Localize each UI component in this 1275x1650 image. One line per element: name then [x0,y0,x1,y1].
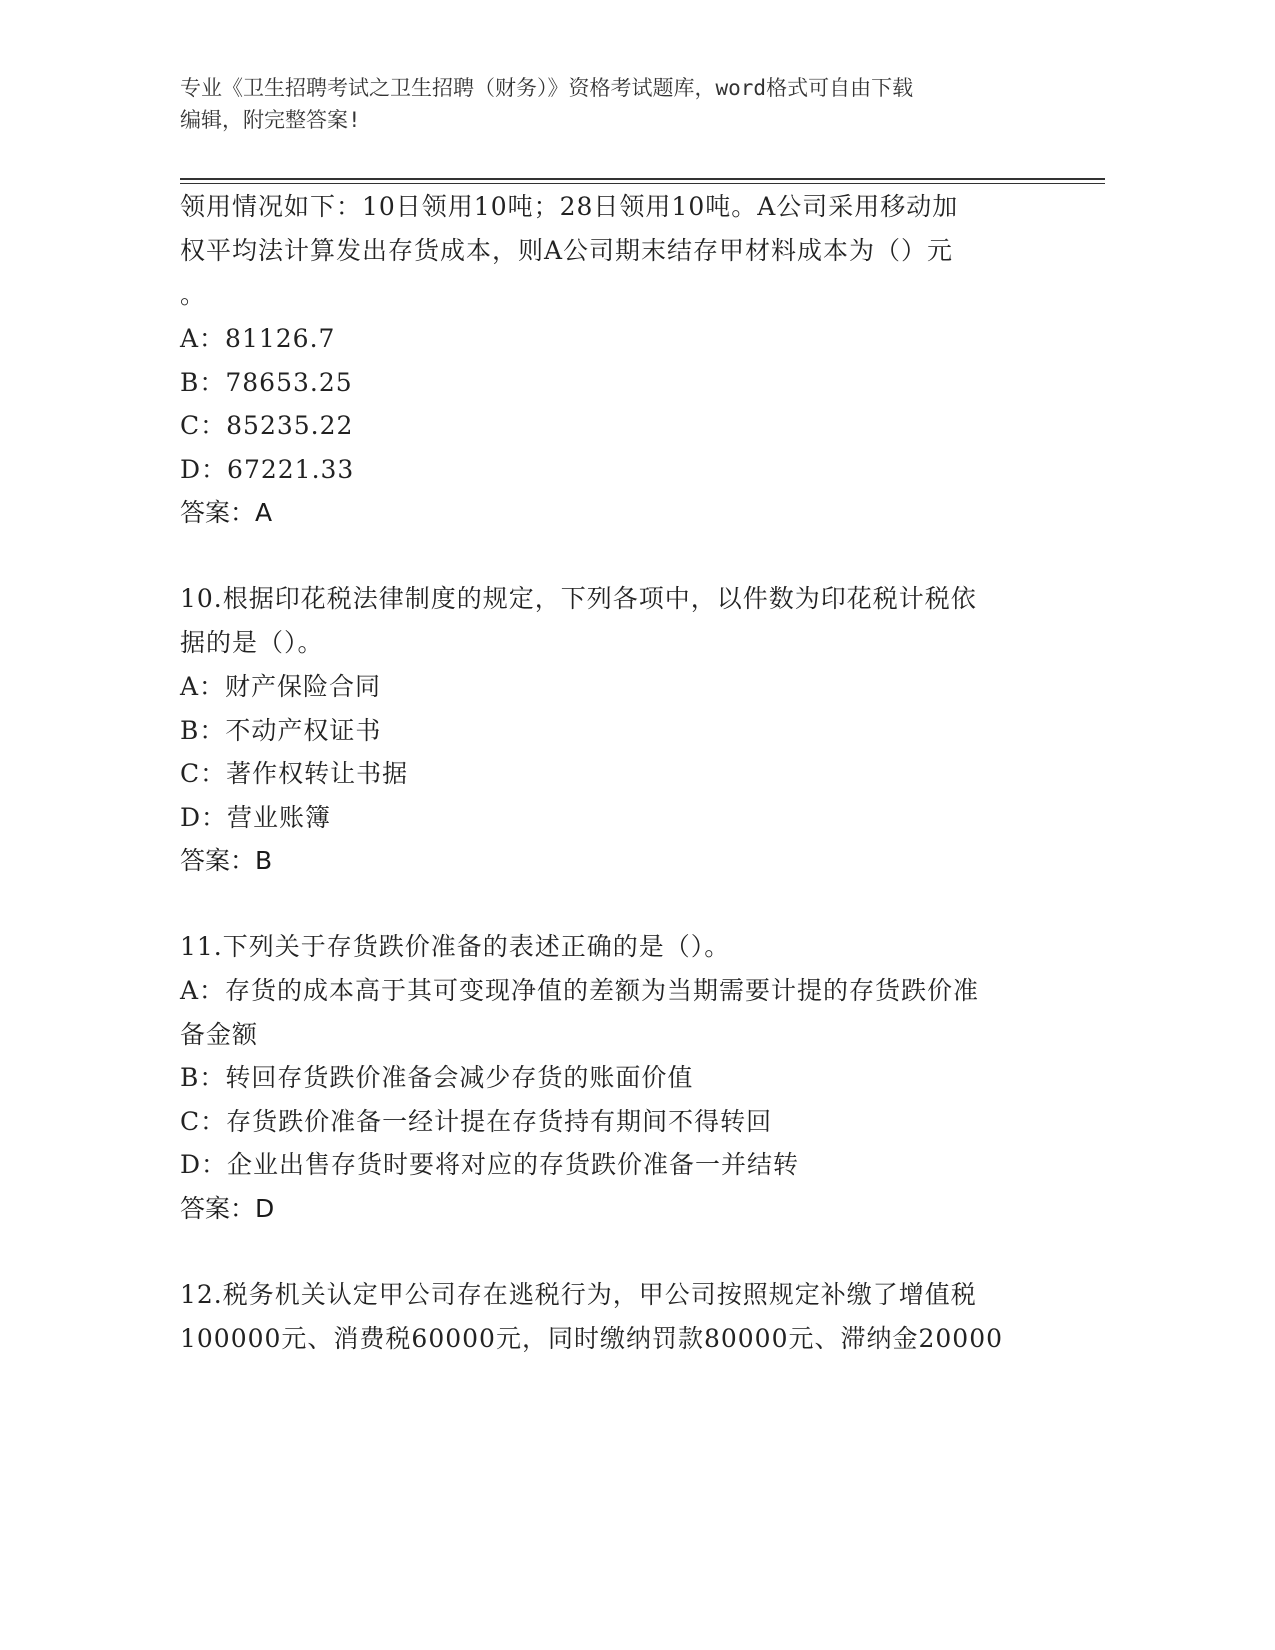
question-10 [180,577,1050,883]
question-spacer [180,883,1050,925]
question-9-option-d: D：67221.33 [180,454,355,484]
question-9-stem-line2: 权平均法计算发出存货成本，则A公司期末结存甲材料成本为（）元 [180,236,954,265]
question-12 [180,1273,1050,1361]
question-9-option-a: A：81126.7 [180,324,336,353]
question-9-answer: 答案：A [180,498,273,527]
question-9-stem-line3: 。 [180,280,207,309]
question-10-option-b: B：不动产权证书 [180,715,382,745]
question-10-option-a: A：财产保险合同 [180,672,382,701]
question-spacer [180,1231,1050,1273]
document-header [180,72,1060,136]
question-9 [180,185,1050,535]
question-11-option-c: C：存货跌价准备一经计提在存货持有期间不得转回 [180,1106,773,1136]
question-spacer [180,535,1050,577]
question-10-answer: 答案：B [180,846,273,875]
question-11-answer: 答案：D [180,1193,275,1223]
header-divider-thick [180,178,1105,180]
question-9-stem-line1: 领用情况如下：10日领用10吨；28日领用10吨。A公司采用移动加 [180,192,959,221]
question-9-option-c: C：85235.22 [180,411,354,440]
header-divider-thin [180,183,1105,184]
question-11 [180,925,1050,1231]
question-11-option-a-line1: A：存货的成本高于其可变现净值的差额为当期需要计提的存货跌价准 [180,976,980,1005]
header-title-line2: 编辑，附完整答案! [180,108,361,132]
question-12-stem-line2: 100000元、消费税60000元，同时缴纳罚款80000元、滞纳金20000 [180,1323,1004,1353]
question-9-option-b: B：78653.25 [180,367,353,397]
question-11-stem-line1: 11.下列关于存货跌价准备的表述正确的是（）。 [180,932,731,961]
question-11-option-d: D：企业出售存货时要将对应的存货跌价准备一并结转 [180,1150,800,1179]
question-11-option-a-line2: 备金额 [180,1019,259,1049]
question-10-option-c: C：著作权转让书据 [180,759,409,788]
question-10-option-d: D：营业账簿 [180,802,332,832]
question-content [180,185,1050,1361]
question-10-stem-line1: 10.根据印花税法律制度的规定，下列各项中，以件数为印花税计税依 [180,584,977,613]
question-12-stem-line1: 12.税务机关认定甲公司存在逃税行为，甲公司按照规定补缴了增值税 [180,1279,977,1309]
question-10-stem-line2: 据的是（）。 [180,628,324,657]
header-title-line1: 专业《卫生招聘考试之卫生招聘（财务）》资格考试题库，word格式可自由下载 [180,76,914,100]
question-11-option-b: B：转回存货跌价准备会减少存货的账面价值 [180,1063,694,1092]
